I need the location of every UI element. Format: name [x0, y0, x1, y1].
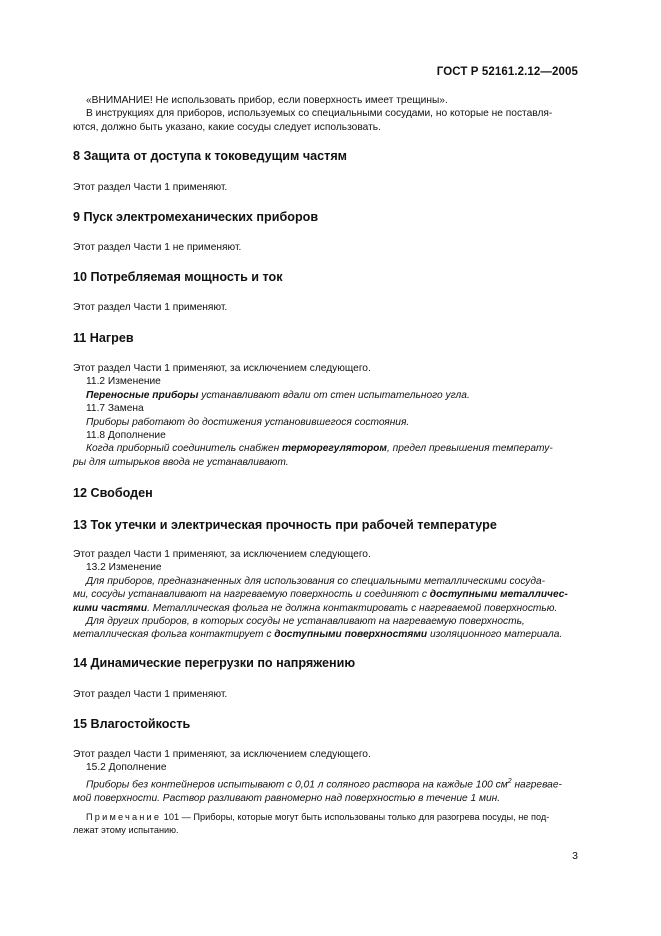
clause-15-2-line-1b: нагревае-	[511, 779, 562, 791]
section-9-title: 9 Пуск электромеханических приборов	[73, 210, 319, 224]
note-101-line-2: лежат этому испытанию.	[73, 824, 179, 835]
clause-13-2-line-2	[73, 588, 583, 601]
clause-13-2-p2-line-2a: металлическая фольга контактирует с	[73, 629, 275, 641]
clause-11-8-text	[73, 442, 583, 455]
clause-13-2-line-3	[73, 602, 583, 615]
instructions-line-1: В инструкциях для приборов, используемых со специальными сосудами, но которые не поставля-	[86, 108, 553, 120]
clause-13-2-p2-line-2	[73, 628, 583, 641]
section-14-text: Этот раздел Части 1 применяют.	[73, 689, 228, 700]
section-13-body	[73, 548, 583, 642]
clause-13-2-p2-line-1: Для других приборов, в которых сосуды не устанавливают на нагреваемую поверхность,	[86, 616, 525, 628]
clause-11-2-rest: устанавливают вдали от стен испытательного угла.	[198, 389, 470, 401]
section-11-body	[73, 362, 583, 469]
clause-13-2-line-3b: . Металлическая фольга не должна контактировать с нагреваемой поверхностью.	[147, 602, 558, 614]
clause-13-2: 13.2 Изменение	[86, 562, 162, 574]
clause-15-2: 15.2 Дополнение	[86, 762, 167, 774]
clause-11-8-text-cont: ры для штырьков ввода не устанавливают.	[73, 456, 289, 468]
document-header: ГОСТ Р 52161.2.12—2005	[436, 66, 578, 78]
clause-11-2: 11.2 Изменение	[86, 376, 161, 388]
term-portable-appliances: Переносные приборы	[86, 389, 199, 401]
note-label: Примечание	[86, 812, 162, 822]
clause-11-7-text: Приборы работают до достижения установившегося состояния.	[86, 416, 410, 428]
section-8-title: 8 Защита от доступа к токоведущим частям	[73, 149, 347, 163]
instructions-text-cont: ются, должно быть указано, какие сосуды следует использовать.	[73, 121, 381, 133]
clause-13-2-line-2a: ми, сосуды устанавливают на нагреваемую поверхность и соединяют с	[73, 589, 430, 601]
warning-text: «ВНИМАНИЕ! Не использовать прибор, если поверхность имеет трещины».	[86, 95, 448, 106]
section-12-title: 12 Свободен	[73, 486, 153, 500]
section-8-text: Этот раздел Части 1 применяют.	[73, 182, 228, 193]
section-10-title: 10 Потребляемая мощность и ток	[73, 270, 283, 284]
section-15-text: Этот раздел Части 1 применяют, за исключением следующего.	[73, 749, 371, 760]
clause-11-7: 11.7 Замена	[86, 403, 144, 415]
section-15-body	[73, 748, 583, 805]
page-number: 3	[572, 850, 578, 862]
clause-11-8-part2: , предел превышения температу-	[386, 443, 553, 455]
note-101	[73, 811, 583, 836]
term-thermostat: терморегулятором	[282, 443, 387, 455]
section-13-text: Этот раздел Части 1 применяют, за исключением следующего.	[73, 549, 371, 560]
clause-15-2-line-1	[73, 775, 583, 792]
clause-15-2-line-1a: Приборы без контейнеров испытывают с 0,01 л соляного раствора на каждые 100 см	[86, 779, 508, 791]
clause-11-8-part1: Когда приборный соединитель снабжен	[86, 443, 283, 455]
instructions-text	[73, 107, 583, 120]
superscript-2: 2	[507, 777, 512, 785]
term-accessible-metal-parts-cont: кими частями	[73, 602, 148, 614]
section-10-text: Этот раздел Части 1 применяют.	[73, 302, 228, 313]
section-9-text: Этот раздел Части 1 не применяют.	[73, 242, 242, 253]
term-accessible-metal-parts: доступными металличес-	[429, 589, 568, 601]
section-11-title: 11 Нагрев	[73, 331, 134, 345]
note-101-text: 101 — Приборы, которые могут быть использованы только для разогрева посуды, не под-	[161, 812, 550, 822]
term-accessible-surfaces: доступными поверхностями	[274, 629, 428, 641]
clause-11-8: 11.8 Дополнение	[86, 430, 166, 442]
note-101-line-1	[73, 811, 583, 824]
clause-11-2-text	[73, 389, 583, 402]
clause-15-2-line-2: мой поверхности. Раствор разливают равномерно над поверхностью в течение 1 мин.	[73, 792, 501, 804]
clause-13-2-p2-line-2c: изоляционного материала.	[427, 629, 563, 641]
section-15-title: 15 Влагостойкость	[73, 717, 191, 731]
clause-13-2-line-1: Для приборов, предназначенных для использования со специальными металлическими сосуда-	[86, 575, 546, 587]
section-13-title: 13 Ток утечки и электрическая прочность при рабочей температуре	[73, 518, 497, 532]
section-11-text: Этот раздел Части 1 применяют, за исключением следующего.	[73, 363, 371, 374]
section-14-title: 14 Динамические перегрузки по напряжению	[73, 656, 356, 670]
intro-block	[73, 94, 583, 134]
